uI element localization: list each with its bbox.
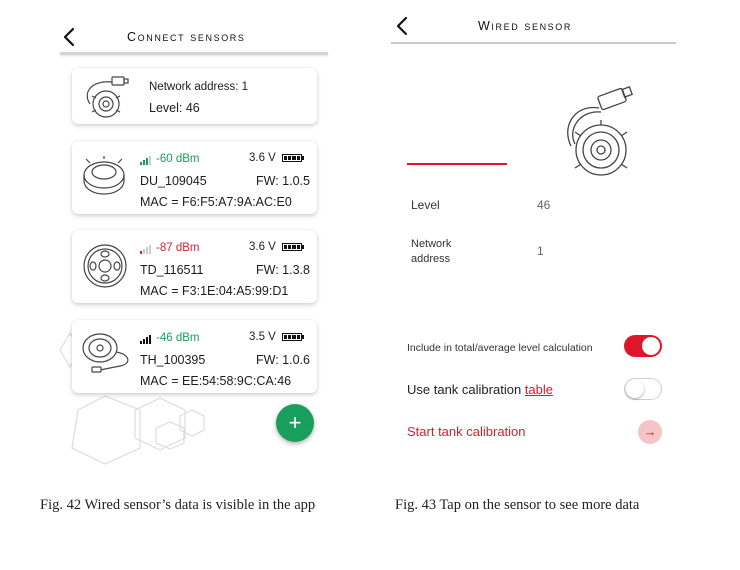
level-label: Level [411,198,440,212]
calibration-table-row [407,382,553,397]
signal-dbm: -87 dBm [156,242,200,254]
calibration-table-toggle[interactable] [624,378,662,400]
back-button[interactable] [60,27,82,49]
signal-bars-icon [140,335,151,344]
signal-strength [140,332,199,344]
chevron-left-icon [393,16,411,36]
level-value: 46 [537,198,551,212]
signal-bars-icon [140,156,151,165]
calibration-table-label: Use tank calibration [407,382,525,397]
firmware-version: FW: 1.0.6 [256,353,310,367]
sensor-name: TD_116511 [140,263,204,277]
include-in-total-label: Include in total/average level calculation [407,342,593,354]
network-address-label-line2: address [411,253,451,265]
page-title: Wired sensor [478,19,572,33]
chevron-left-icon [60,27,78,47]
mac-address: MAC = F6:F5:A7:9A:AC:E0 [140,195,292,209]
network-address-value: 1 [537,244,544,258]
mac-address: MAC = EE:54:58:9C:CA:46 [140,374,292,388]
calibration-table-link[interactable]: table [524,382,553,397]
header-divider [391,42,676,44]
signal-strength [140,242,199,254]
battery-voltage: 3.5 V [249,331,276,343]
figure-caption: Fig. 43 Tap on the sensor to see more data [395,497,640,513]
sensor-card[interactable] [72,320,317,393]
add-sensor-button[interactable]: + [276,404,314,442]
battery-status [249,331,304,343]
main-sensor-card[interactable] [72,68,317,124]
signal-strength [140,153,199,165]
signal-bars-icon [140,245,151,254]
toggle-knob [642,337,660,355]
disc-sensor-icon [82,243,128,289]
network-address-text: Network address: 1 [149,81,249,93]
back-button[interactable] [393,16,415,38]
wired-disc-sensor-icon [80,330,136,374]
figure-caption: Fig. 42 Wired sensor’s data is visible in the app [40,497,316,513]
level-text: Level: 46 [149,101,200,115]
sensor-card[interactable] [72,230,317,303]
wired-sensor-illustration [555,86,639,178]
page-title: Connect sensors [127,30,246,44]
arrow-right-icon[interactable]: → [638,420,662,444]
firmware-version: FW: 1.0.5 [256,174,310,188]
mac-address: MAC = F3:1E:04:A5:99:D1 [140,284,289,298]
network-address-label-line1: Network [411,238,452,250]
battery-status [249,241,304,253]
start-calibration-link[interactable]: Start tank calibration [407,424,526,439]
battery-voltage: 3.6 V [249,241,276,253]
header-divider [60,52,328,55]
battery-icon [282,154,304,162]
battery-voltage: 3.6 V [249,152,276,164]
signal-dbm: -46 dBm [156,332,200,344]
toggle-knob [626,380,644,398]
sensor-name: TH_100395 [140,353,206,367]
round-float-sensor-icon [80,155,130,195]
wired-sensor-icon [78,74,134,120]
sensor-name: DU_109045 [140,174,207,188]
firmware-version: FW: 1.3.8 [256,263,310,277]
signal-dbm: -60 dBm [156,153,200,165]
battery-icon [282,333,304,341]
include-in-total-toggle[interactable] [624,335,662,357]
active-tab-underline [407,163,507,165]
battery-status [249,152,304,164]
sensor-card[interactable] [72,141,317,214]
battery-icon [282,243,304,251]
